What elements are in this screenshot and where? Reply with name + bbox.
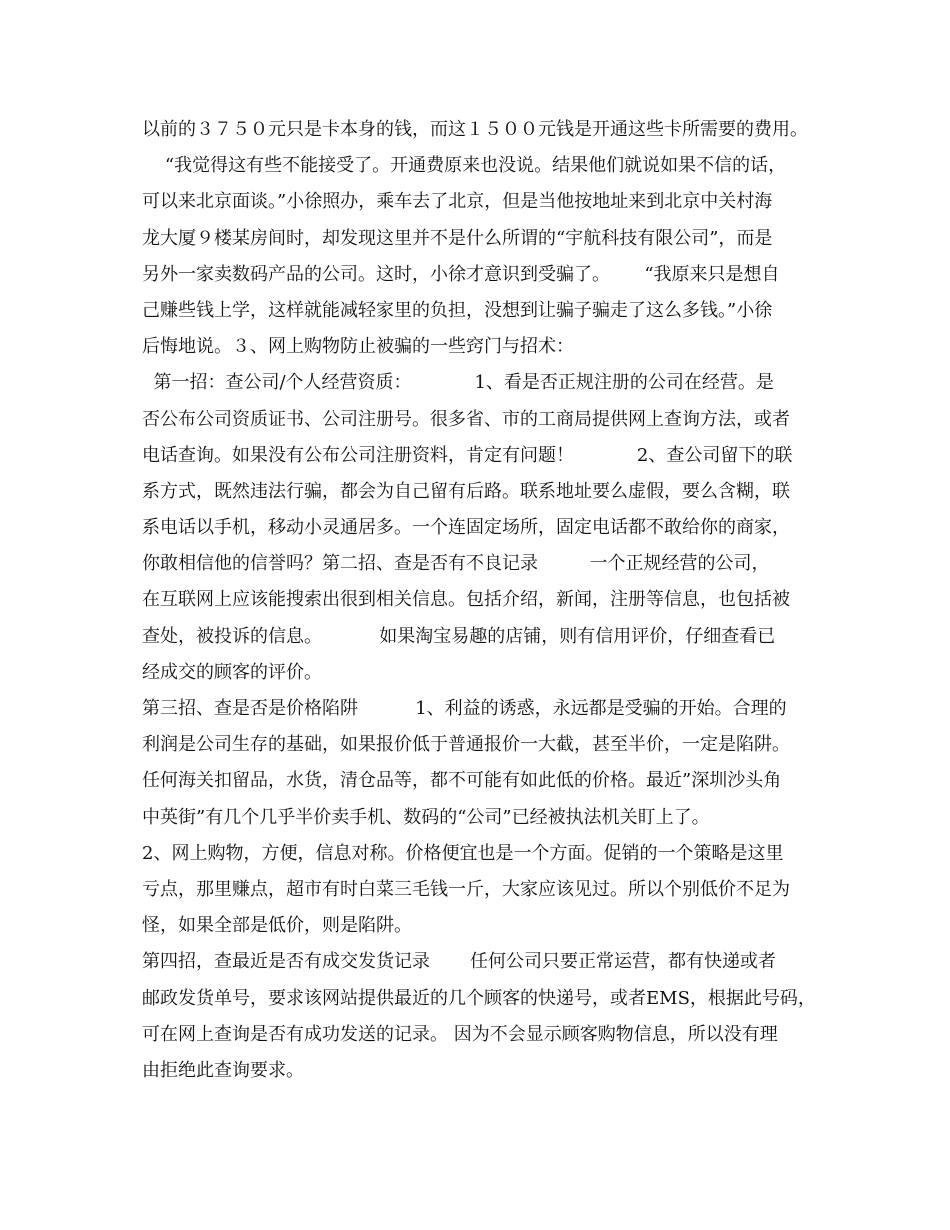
text-line: 后悔地说。３、网上购物防止被骗的一些窍门与招术： bbox=[142, 336, 574, 358]
text-line: 电话查询。如果没有公布公司注册资料，肯定有问题！ 2、查公司留下的联 bbox=[142, 444, 793, 466]
text-line: 第一招：查公司/个人经营资质： 1、看是否正规注册的公司在经营。是 bbox=[142, 372, 774, 394]
text-line: 由拒绝此查询要求。 bbox=[142, 1059, 304, 1081]
text-line: 系方式，既然违法行骗，都会为自己留有后路。联系地址要么虚假，要么含糊，联 bbox=[142, 480, 790, 502]
text-line: 另外一家卖数码产品的公司。这时，小徐才意识到受骗了。 “我原来只是想自 bbox=[142, 263, 780, 285]
text-line: 中英街”有几个几乎半价卖手机、数码的“公司”已经被执法机关盯上了。 bbox=[142, 806, 710, 828]
text-line: 经成交的顾客的评价。 bbox=[142, 661, 322, 683]
text-line: 亏点，那里赚点，超市有时白菜三毛钱一斤，大家应该见过。所以个别低价不足为 bbox=[142, 878, 790, 900]
text-line: 邮政发货单号，要求该网站提供最近的几个顾客的快递号，或者EMS，根据此号码， bbox=[142, 987, 816, 1009]
text-line: 可以来北京面谈。”小徐照办，乘车去了北京，但是当他按地址来到北京中关村海 bbox=[142, 191, 773, 213]
text-line: 否公布公司资质证书、公司注册号。很多省、市的工商局提供网上查询方法，或者 bbox=[142, 408, 790, 430]
text-line: 第四招，查最近是否有成交发货记录 任何公司只要正常运营，都有快递或者 bbox=[142, 951, 777, 973]
text-line: 怪，如果全部是低价，则是陷阱。 bbox=[142, 915, 412, 937]
text-line: 可在网上查询是否有成功发送的记录。 因为不会显示顾客购物信息，所以没有理 bbox=[142, 1023, 778, 1045]
text-line: 己赚些钱上学，这样就能减轻家里的负担，没想到让骗子骗走了这么多钱。”小徐 bbox=[142, 299, 773, 321]
text-line: 2、网上购物，方便，信息对称。价格便宜也是一个方面。促销的一个策略是这里 bbox=[142, 842, 784, 864]
text-line: 查处，被投诉的信息。 如果淘宝易趣的店铺，则有信用评价，仔细查看已 bbox=[142, 625, 776, 647]
text-line: 在互联网上应该能搜索出很到相关信息。包括介绍，新闻，注册等信息，也包括被 bbox=[142, 589, 790, 611]
text-line: 任何海关扣留品，水货，清仓品等，都不可能有如此低的价格。最近”深圳沙头角 bbox=[142, 770, 782, 792]
text-line: 以前的３７５０元只是卡本身的钱，而这１５００元钱是开通这些卡所需要的费用。 bbox=[142, 119, 808, 140]
text-line: 利润是公司生存的基础，如果报价低于普通报价一大截，甚至半价，一定是陷阱。 bbox=[142, 734, 790, 756]
text-line: 系电话以手机，移动小灵通居多。一个连固定场所，固定电话都不敢给你的商家， bbox=[142, 517, 790, 539]
text-line: “我觉得这有些不能接受了。开通费原来也没说。结果他们就说如果不信的话， bbox=[142, 155, 787, 177]
text-line: 你敢相信他的信誉吗？第二招、查是否有不良记录 一个正规经营的公司， bbox=[142, 553, 770, 575]
document-body bbox=[142, 112, 832, 1089]
text-line: 龙大厦９楼某房间时，却发现这里并不是什么所谓的“宇航科技有限公司”，而是 bbox=[142, 227, 773, 249]
text-line: 第三招、查是否是价格陷阱 1、利益的诱惑，永远都是受骗的开始。合理的 bbox=[142, 698, 787, 719]
